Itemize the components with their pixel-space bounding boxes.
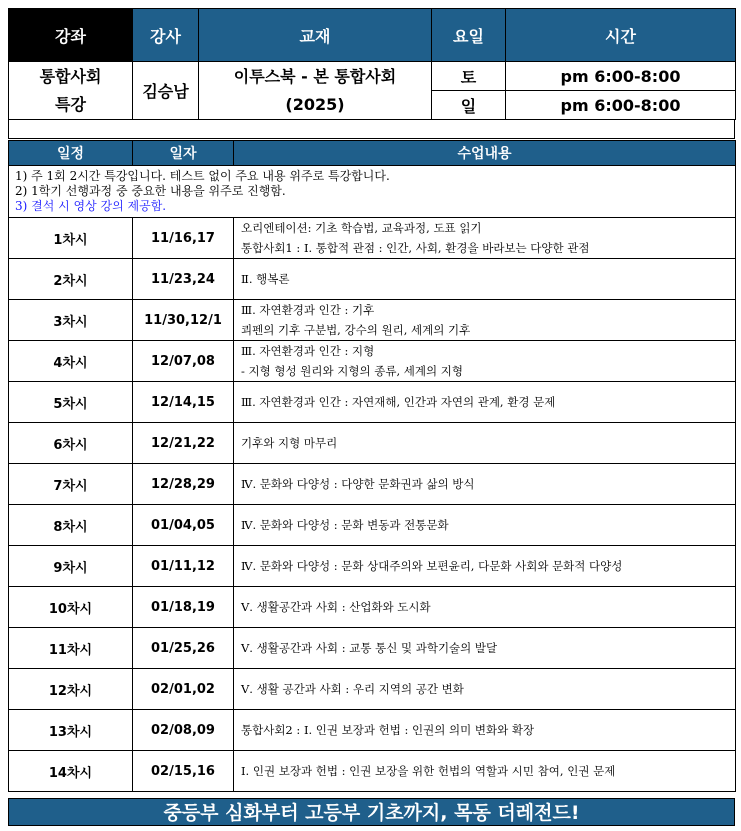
table-row xyxy=(9,751,736,792)
date-cell: 12/28,29 xyxy=(133,464,234,505)
date-cell: 02/15,16 xyxy=(133,751,234,792)
table-row xyxy=(9,382,736,423)
content-cell xyxy=(234,628,736,669)
time-sunday: pm 6:00-8:00 xyxy=(506,91,736,120)
date-cell: 12/07,08 xyxy=(133,341,234,382)
content-line: Ⅲ. 자연환경과 인간 : 지형 xyxy=(241,344,375,358)
session-cell: 5차시 xyxy=(9,382,133,423)
session-cell: 8차시 xyxy=(9,505,133,546)
content-line: Ⅴ. 생활 공간과 사회 : 우리 지역의 공간 변화 xyxy=(241,682,464,696)
schedule-table xyxy=(8,140,736,792)
content-cell xyxy=(234,341,736,382)
content-cell xyxy=(234,464,736,505)
content-cell xyxy=(234,587,736,628)
session-cell: 1차시 xyxy=(9,218,133,259)
content-line: - 지형 형성 원리와 지형의 종류, 세계의 지형 xyxy=(241,364,463,378)
table-row xyxy=(9,423,736,464)
date-cell: 01/25,26 xyxy=(133,628,234,669)
content-cell xyxy=(234,751,736,792)
table-row xyxy=(9,218,736,259)
date-cell: 11/30,12/1 xyxy=(133,300,234,341)
date-cell: 11/23,24 xyxy=(133,259,234,300)
header-course: 강좌 xyxy=(9,9,133,62)
textbook-line1: 이투스북 - 본 통합사회 xyxy=(233,66,397,86)
date-cell: 12/21,22 xyxy=(133,423,234,464)
header-time: 시간 xyxy=(506,9,736,62)
session-cell: 11차시 xyxy=(9,628,133,669)
session-cell: 2차시 xyxy=(9,259,133,300)
content-line: Ⅴ. 생활공간과 사회 : 산업화와 도시화 xyxy=(241,600,431,614)
content-line: Ⅲ. 자연환경과 인간 : 기후 xyxy=(241,303,375,317)
header-day: 요일 xyxy=(432,9,506,62)
content-cell xyxy=(234,423,736,464)
notes-cell xyxy=(9,166,736,218)
note-1: 1) 주 1회 2시간 특강입니다. 테스트 없이 주요 내용 위주로 특강합니다. xyxy=(15,169,390,183)
textbook-line2: (2025) xyxy=(285,94,345,114)
content-cell xyxy=(234,505,736,546)
session-cell: 10차시 xyxy=(9,587,133,628)
header-date: 일자 xyxy=(133,141,234,166)
content-cell xyxy=(234,710,736,751)
note-3: 3) 결석 시 영상 강의 제공함. xyxy=(15,199,167,213)
content-cell xyxy=(234,218,736,259)
content-cell xyxy=(234,300,736,341)
course-info-table xyxy=(8,8,736,120)
content-line: 통합사회2 : Ⅰ. 인권 보장과 헌법 : 인권의 의미 변화와 확장 xyxy=(241,723,535,737)
content-cell xyxy=(234,546,736,587)
table-row xyxy=(9,669,736,710)
spacer-row xyxy=(8,119,735,139)
content-line: Ⅲ. 자연환경과 인간 : 자연재해, 인간과 자연의 관계, 환경 문제 xyxy=(241,395,556,409)
content-line: 쾨펜의 기후 구분법, 강수의 원리, 세계의 기후 xyxy=(241,323,471,337)
content-line: 통합사회1 : Ⅰ. 통합적 관점 : 인간, 사회, 환경을 바라보는 다양한 관점 xyxy=(241,241,590,255)
table-row xyxy=(9,546,736,587)
instructor-name: 김승남 xyxy=(133,62,199,120)
content-line: 오리엔테이션: 기초 학습법, 교육과정, 도표 읽기 xyxy=(241,221,482,235)
date-cell: 12/14,15 xyxy=(133,382,234,423)
session-cell: 12차시 xyxy=(9,669,133,710)
content-cell xyxy=(234,259,736,300)
day-sunday: 일 xyxy=(432,91,506,120)
schedule-rows xyxy=(9,218,736,792)
session-cell: 9차시 xyxy=(9,546,133,587)
content-line: Ⅳ. 문화와 다양성 : 문화 상대주의와 보편윤리, 다문화 사회와 문화적 다양성 xyxy=(241,559,623,573)
date-cell: 02/01,02 xyxy=(133,669,234,710)
content-line: Ⅰ. 인권 보장과 헌법 : 인권 보장을 위한 헌법의 역할과 시민 참여, 인권 문제 xyxy=(241,764,616,778)
session-cell: 14차시 xyxy=(9,751,133,792)
session-cell: 6차시 xyxy=(9,423,133,464)
table-row xyxy=(9,628,736,669)
content-line: Ⅱ. 행복론 xyxy=(241,272,290,286)
table-row xyxy=(9,259,736,300)
content-line: 기후와 지형 마무리 xyxy=(241,436,338,450)
session-cell: 4차시 xyxy=(9,341,133,382)
header-instructor: 강사 xyxy=(133,9,199,62)
date-cell: 11/16,17 xyxy=(133,218,234,259)
date-cell: 01/11,12 xyxy=(133,546,234,587)
table-row xyxy=(9,587,736,628)
table-row xyxy=(9,710,736,751)
course-name-line1: 통합사회 xyxy=(39,66,102,86)
table-row xyxy=(9,464,736,505)
table-row xyxy=(9,341,736,382)
content-cell xyxy=(234,669,736,710)
session-cell: 3차시 xyxy=(9,300,133,341)
textbook-name xyxy=(199,62,432,120)
course-name-line2: 특강 xyxy=(55,94,86,114)
table-row xyxy=(9,505,736,546)
time-saturday: pm 6:00-8:00 xyxy=(506,62,736,91)
note-2: 2) 1학기 선행과정 중 중요한 내용을 위주로 진행함. xyxy=(15,184,286,198)
content-line: Ⅳ. 문화와 다양성 : 다양한 문화권과 삶의 방식 xyxy=(241,477,475,491)
header-session: 일정 xyxy=(9,141,133,166)
date-cell: 02/08,09 xyxy=(133,710,234,751)
header-content: 수업내용 xyxy=(234,141,736,166)
date-cell: 01/18,19 xyxy=(133,587,234,628)
day-saturday: 토 xyxy=(432,62,506,91)
content-line: Ⅳ. 문화와 다양성 : 문화 변동과 전통문화 xyxy=(241,518,449,532)
session-cell: 13차시 xyxy=(9,710,133,751)
date-cell: 01/04,05 xyxy=(133,505,234,546)
footer-banner: 중등부 심화부터 고등부 기초까지, 목동 더레전드! xyxy=(8,798,735,826)
header-textbook: 교재 xyxy=(199,9,432,62)
table-row xyxy=(9,300,736,341)
course-name xyxy=(9,62,133,120)
content-line: Ⅴ. 생활공간과 사회 : 교통 통신 및 과학기술의 발달 xyxy=(241,641,498,655)
session-cell: 7차시 xyxy=(9,464,133,505)
content-cell xyxy=(234,382,736,423)
